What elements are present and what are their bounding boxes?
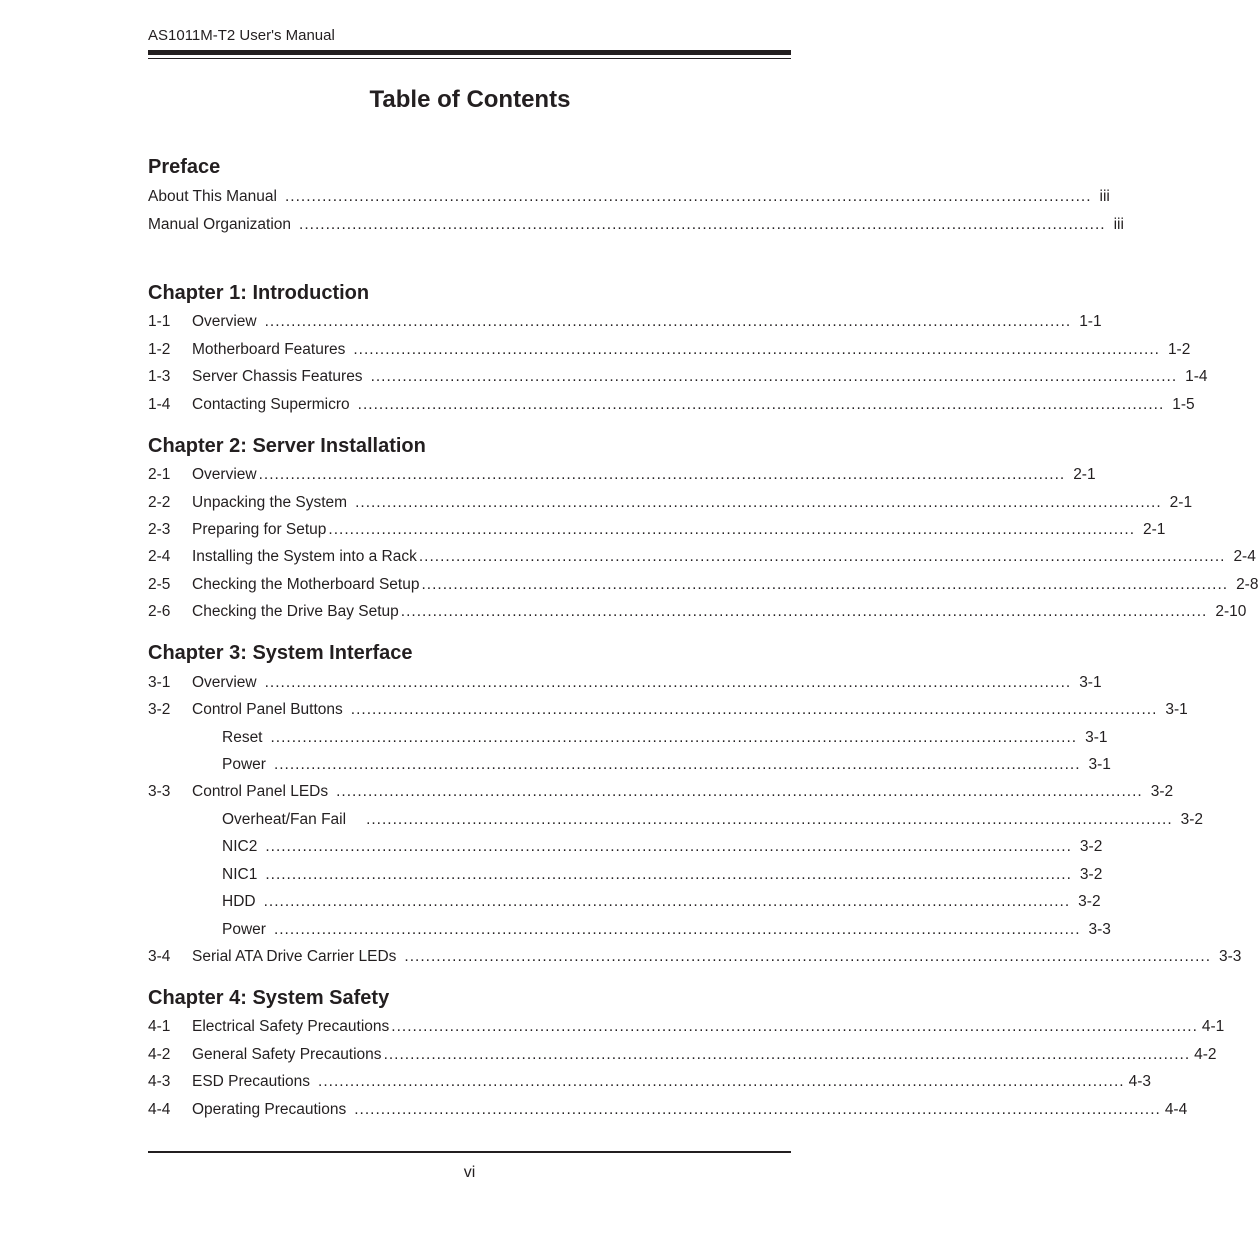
entry-label: Reset — [222, 729, 263, 746]
entry-label: Unpacking the System — [192, 494, 348, 511]
dot-leader: ........................................................................................................................................................ — [400, 603, 1208, 620]
toc-entry[interactable] — [148, 494, 1193, 514]
entry-page: 3-2 — [1180, 811, 1204, 828]
entry-label: Installing the System into a Rack — [192, 548, 417, 565]
dot-leader: ........................................................................................................................................................ — [299, 216, 1106, 233]
entry-number: 3-2 — [148, 701, 171, 718]
entry-page: 1-2 — [1167, 341, 1191, 358]
section-heading-chapter-4: Chapter 4: System Safety — [148, 987, 390, 1009]
footer-rule — [148, 1151, 791, 1153]
entry-page: 4-3 — [1128, 1073, 1152, 1090]
toc-entry[interactable] — [148, 368, 1208, 388]
dot-leader: ........................................................................................................................................................ — [355, 494, 1162, 511]
section-heading-chapter-1: Chapter 1: Introduction — [148, 282, 370, 304]
toc-entry[interactable] — [148, 783, 1174, 803]
entry-number: 2-3 — [148, 521, 171, 538]
dot-leader: ........................................................................................................................................................ — [370, 368, 1178, 385]
entry-number: 1-3 — [148, 368, 171, 385]
toc-entry[interactable] — [148, 576, 1258, 596]
toc-entry[interactable] — [148, 1018, 1225, 1038]
entry-label: HDD — [222, 893, 256, 910]
toc-entry[interactable] — [148, 188, 1110, 208]
entry-page: 3-1 — [1165, 701, 1188, 718]
entry-label: Overheat/Fan Fail — [222, 811, 347, 828]
entry-label: Overview — [192, 466, 257, 483]
dot-leader: ........................................................................................................................................................ — [354, 1101, 1161, 1118]
toc-subentry[interactable] — [148, 866, 1103, 886]
entry-page: 2-8 — [1236, 576, 1258, 593]
entry-label: Contacting Supermicro — [192, 396, 350, 413]
toc-entry[interactable] — [148, 1101, 1188, 1121]
entry-page: 3-2 — [1078, 893, 1101, 910]
toc-entry[interactable] — [148, 341, 1191, 361]
page-title: Table of Contents — [369, 86, 571, 113]
entry-label: Electrical Safety Precautions — [192, 1018, 390, 1035]
entry-number: 2-6 — [148, 603, 171, 620]
entry-label: NIC2 — [222, 838, 258, 855]
header-rule-thin — [148, 58, 791, 59]
toc-subentry[interactable] — [148, 893, 1101, 913]
entry-label: Overview — [192, 674, 257, 691]
toc-entry[interactable] — [148, 216, 1124, 236]
dot-leader: ........................................................................................................................................................ — [328, 521, 1135, 538]
entry-page: 3-3 — [1219, 948, 1242, 965]
toc-entry[interactable] — [148, 1046, 1217, 1066]
dot-leader: ........................................................................................................................................................ — [418, 548, 1226, 565]
toc-entry[interactable] — [148, 1073, 1152, 1093]
entry-page: 2-10 — [1215, 603, 1247, 620]
toc-entry[interactable] — [148, 313, 1102, 333]
entry-page: 3-2 — [1079, 866, 1103, 883]
dot-leader: ........................................................................................................................................................ — [265, 838, 1072, 855]
entry-page: 1-1 — [1079, 313, 1102, 330]
dot-leader: ........................................................................................................................................................ — [366, 811, 1173, 828]
section-heading-chapter-2: Chapter 2: Server Installation — [148, 435, 426, 457]
entry-label: Checking the Motherboard Setup — [192, 576, 420, 593]
dot-leader: ........................................................................................................................................................ — [270, 729, 1078, 746]
entry-label: Manual Organization — [148, 216, 292, 233]
dot-leader: ........................................................................................................................................................ — [336, 783, 1143, 800]
toc-subentry[interactable] — [148, 756, 1111, 776]
toc-entry[interactable] — [148, 701, 1188, 721]
entry-number: 1-4 — [148, 396, 171, 413]
entry-label: Server Chassis Features — [192, 368, 363, 385]
toc-entry[interactable] — [148, 548, 1256, 568]
dot-leader: ........................................................................................................................................................ — [421, 576, 1229, 593]
dot-leader: ........................................................................................................................................................ — [357, 396, 1165, 413]
entry-page: 2-4 — [1233, 548, 1256, 565]
dot-leader: ........................................................................................................................................................ — [284, 188, 1092, 205]
entry-number: 4-1 — [148, 1018, 171, 1035]
dot-leader: ........................................................................................................................................................ — [383, 1046, 1191, 1063]
dot-leader: ........................................................................................................................................................ — [318, 1073, 1125, 1090]
dot-leader: ........................................................................................................................................................ — [258, 466, 1066, 483]
manual-title: AS1011M-T2 User's Manual — [148, 27, 335, 44]
entry-page: 4-1 — [1201, 1018, 1225, 1035]
entry-label: Power — [222, 756, 266, 773]
entry-page: 2-1 — [1073, 466, 1096, 483]
toc-entry[interactable] — [148, 948, 1242, 968]
dot-leader: ........................................................................................................................................................ — [264, 313, 1072, 330]
entry-page: 3-1 — [1079, 674, 1102, 691]
entry-number: 1-2 — [148, 341, 171, 358]
entry-number: 4-2 — [148, 1046, 171, 1063]
entry-page: 2-1 — [1143, 521, 1166, 538]
entry-label: Preparing for Setup — [192, 521, 327, 538]
dot-leader: ........................................................................................................................................................ — [350, 701, 1158, 718]
section-heading-chapter-3: Chapter 3: System Interface — [148, 642, 413, 664]
entry-number: 4-3 — [148, 1073, 171, 1090]
entry-number: 2-5 — [148, 576, 171, 593]
toc-entry[interactable] — [148, 674, 1102, 694]
dot-leader: ........................................................................................................................................................ — [265, 866, 1072, 883]
entry-number: 2-2 — [148, 494, 171, 511]
header-rule-thick — [148, 50, 791, 55]
dot-leader: ........................................................................................................................................................ — [263, 893, 1071, 910]
entry-label: Motherboard Features — [192, 341, 346, 358]
entry-number: 1-1 — [148, 313, 171, 330]
entry-page: 1-4 — [1185, 368, 1208, 385]
entry-label: Serial ATA Drive Carrier LEDs — [192, 948, 397, 965]
entry-page: 3-1 — [1088, 756, 1111, 773]
footer-page-number: vi — [463, 1164, 476, 1181]
entry-page: 3-3 — [1088, 921, 1111, 938]
toc-subentry[interactable] — [148, 921, 1111, 941]
entry-label: Checking the Drive Bay Setup — [192, 603, 399, 620]
toc-subentry[interactable] — [148, 729, 1108, 749]
entry-number: 3-1 — [148, 674, 171, 691]
entry-page: iii — [1099, 188, 1110, 205]
entry-page: 2-1 — [1169, 494, 1193, 511]
toc-entry[interactable] — [148, 396, 1195, 416]
dot-leader: ........................................................................................................................................................ — [264, 674, 1072, 691]
entry-page: 4-4 — [1164, 1101, 1188, 1118]
entry-number: 4-4 — [148, 1101, 171, 1118]
toc-entry[interactable] — [148, 603, 1247, 623]
dot-leader: ........................................................................................................................................................ — [353, 341, 1160, 358]
entry-label: Control Panel LEDs — [192, 783, 329, 800]
toc-subentry[interactable] — [148, 811, 1204, 831]
entry-label: General Safety Precautions — [192, 1046, 382, 1063]
section-heading-preface: Preface — [148, 156, 221, 178]
entry-page: 3-2 — [1079, 838, 1103, 855]
dot-leader: ........................................................................................................................................................ — [273, 756, 1081, 773]
entry-label: Power — [222, 921, 266, 938]
toc-entry[interactable] — [148, 466, 1096, 486]
entry-label: Control Panel Buttons — [192, 701, 343, 718]
entry-number: 2-1 — [148, 466, 171, 483]
entry-page: 3-1 — [1085, 729, 1108, 746]
entry-label: About This Manual — [148, 188, 277, 205]
entry-page: 4-2 — [1194, 1046, 1217, 1063]
entry-number: 3-3 — [148, 783, 171, 800]
entry-label: Operating Precautions — [192, 1101, 347, 1118]
dot-leader: ........................................................................................................................................................ — [404, 948, 1211, 965]
toc-entry[interactable] — [148, 521, 1166, 541]
dot-leader: ........................................................................................................................................................ — [391, 1018, 1198, 1035]
entry-label: ESD Precautions — [192, 1073, 311, 1090]
entry-label: NIC1 — [222, 866, 258, 883]
entry-number: 3-4 — [148, 948, 171, 965]
entry-label: Overview — [192, 313, 257, 330]
entry-page: iii — [1113, 216, 1124, 233]
entry-page: 3-2 — [1150, 783, 1174, 800]
dot-leader: ........................................................................................................................................................ — [273, 921, 1081, 938]
entry-number: 2-4 — [148, 548, 171, 565]
toc-subentry[interactable] — [148, 838, 1103, 858]
entry-page: 1-5 — [1172, 396, 1195, 413]
